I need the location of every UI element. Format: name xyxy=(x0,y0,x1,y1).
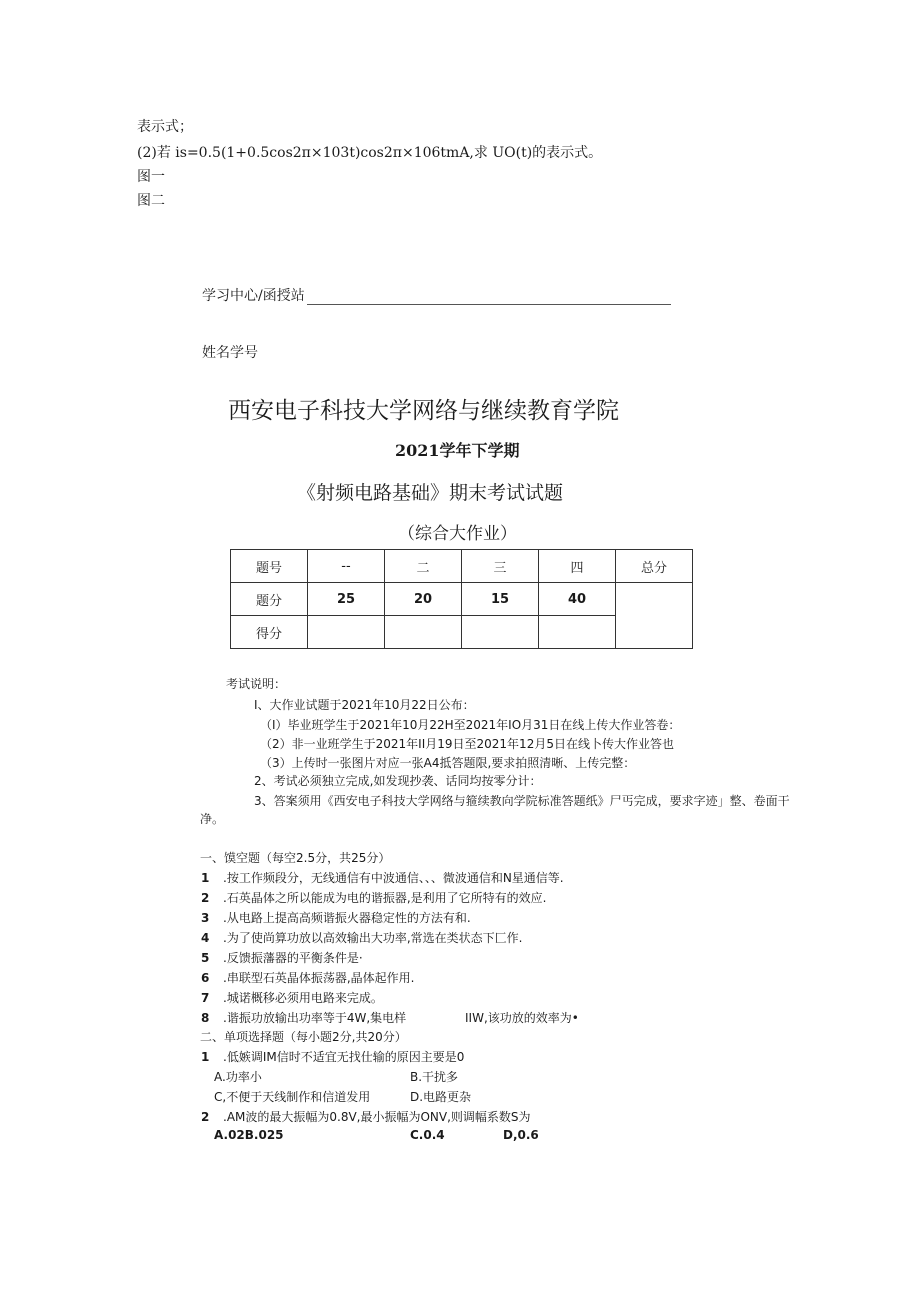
name-id-label: 姓名学号 xyxy=(202,345,258,361)
study-center-label: 学习中心/函授站 xyxy=(202,288,305,304)
points-3: 15 xyxy=(462,583,539,616)
note-2: 2、考试必须独立完成,如发现抄袭、话同均按零分计： xyxy=(254,774,542,788)
item-8-tail: IIW,该功放的效率为• xyxy=(465,1011,579,1025)
item-number: 6 xyxy=(201,971,210,985)
question-1 xyxy=(201,1048,464,1065)
option-d: D,0.6 xyxy=(503,1128,539,1142)
note-3: 3、答案须用《西安电子科技大学网络与箍续教向学院标准答题纸》尸丐完成，要求字迹」整、卷面干 xyxy=(254,794,790,808)
question-text: .低嫉调IM信时不适宜无找仕输的原因主要是0 xyxy=(223,1050,465,1064)
item-text: .石英晶体之所以能成为电的谐振器,是利用了它所特有的效应. xyxy=(223,891,547,905)
list-item xyxy=(201,969,414,986)
item-text: .城诺概移必须用电路来完成。 xyxy=(223,991,383,1005)
item-number: 2 xyxy=(201,891,210,905)
question-text: .AM波的最大振幅为0.8V,最小振幅为ONV,则调幅系数S为 xyxy=(223,1110,531,1124)
column-2: 二 xyxy=(385,550,462,583)
item-number: 5 xyxy=(201,951,210,965)
exam-subtitle: （综合大作业） xyxy=(398,524,517,544)
question-number: 2 xyxy=(201,1110,210,1124)
item-number: 3 xyxy=(201,911,210,925)
item-text: .从电路上提高高频谐振火器稳定性的方法有和. xyxy=(223,911,471,925)
figure-1-label: 图一 xyxy=(137,169,165,185)
total-score-cell xyxy=(616,583,693,649)
row-header-score: 得分 xyxy=(231,616,308,649)
item-number: 1 xyxy=(201,871,210,885)
figure-2-label: 图二 xyxy=(137,193,165,209)
score-cell-2 xyxy=(385,616,462,649)
note-1c: （3）上传时一张图片对应一张A4抵答题限,要求拍照清晰、上传完整： xyxy=(260,756,636,770)
table-row xyxy=(231,583,693,616)
item-text: .为了使尚算功放以高效输出大功率,常选在类状态下匚作. xyxy=(223,931,523,945)
list-item xyxy=(201,889,546,906)
list-item xyxy=(201,949,363,966)
column-1: -- xyxy=(308,550,385,583)
item-text: .谐振功放输出功率等于4W,集电样 xyxy=(223,1011,407,1025)
top-line-1: 表示式； xyxy=(137,119,193,135)
score-cell-3 xyxy=(462,616,539,649)
item-number: 7 xyxy=(201,991,210,1005)
term-title: 2021学年下学期 xyxy=(395,441,520,460)
notes-title: 考试说明： xyxy=(226,677,287,691)
list-item xyxy=(201,989,383,1006)
item-text: .反馈振藩器的平衡条件是· xyxy=(223,951,363,965)
list-item xyxy=(201,1009,406,1026)
study-center-underline xyxy=(307,290,671,305)
question-number: 1 xyxy=(201,1050,210,1064)
item-text: .按工作频段分，无线通信有中波通信、、、微波通信和N星通信等. xyxy=(223,871,564,885)
note-1: I、大作业试题于2021年10月22日公布： xyxy=(254,698,475,712)
section-1-title: 一、馍空题（每空2.5分，共25分） xyxy=(200,851,391,865)
option-b: B.干扰多 xyxy=(410,1070,459,1084)
school-name: 西安电子科技大学网络与继续教育学院 xyxy=(228,398,619,424)
row-header-points: 题分 xyxy=(231,583,308,616)
top-line-2: (2)若 is=0.5(1+0.5cos2π×103t)cos2π×106tmA,求 UO(t)的表示式。 xyxy=(137,145,603,161)
list-item xyxy=(201,929,522,946)
option-a-b: A.02B.025 xyxy=(214,1128,284,1142)
table-row xyxy=(231,550,693,583)
item-text: .串联型石英晶体振荡器,晶体起作用. xyxy=(223,971,415,985)
score-cell-1 xyxy=(308,616,385,649)
row-header-question-no: 题号 xyxy=(231,550,308,583)
note-1b: （2）非一业班学生于2021年II月19日至2021年12月5日在线卜传大作业答也 xyxy=(260,737,674,751)
note-3-continued: 净。 xyxy=(200,812,225,826)
note-1a: （I）毕业班学生于2021年10月22H至2021年IO月31日在线上传大作业答卷： xyxy=(260,718,681,732)
score-cell-4 xyxy=(539,616,616,649)
section-2-title: 二、单项选择题（每小题2分,共20分） xyxy=(200,1030,407,1044)
item-number: 8 xyxy=(201,1011,210,1025)
column-4: 四 xyxy=(539,550,616,583)
question-2 xyxy=(201,1108,531,1125)
option-c: C.0.4 xyxy=(410,1128,445,1142)
points-4: 40 xyxy=(539,583,616,616)
option-c: C,不便于天线制作和信道发用 xyxy=(214,1090,371,1104)
score-table xyxy=(230,549,693,649)
option-a: A.功率小 xyxy=(214,1070,262,1084)
list-item xyxy=(201,869,564,886)
list-item xyxy=(201,909,471,926)
column-3: 三 xyxy=(462,550,539,583)
exam-title: 《射频电路基础》期末考试试题 xyxy=(297,482,564,504)
option-d: D.电路更杂 xyxy=(410,1090,472,1104)
total-header: 总分 xyxy=(616,550,693,583)
item-number: 4 xyxy=(201,931,210,945)
points-2: 20 xyxy=(385,583,462,616)
points-1: 25 xyxy=(308,583,385,616)
study-center-field xyxy=(202,285,671,305)
